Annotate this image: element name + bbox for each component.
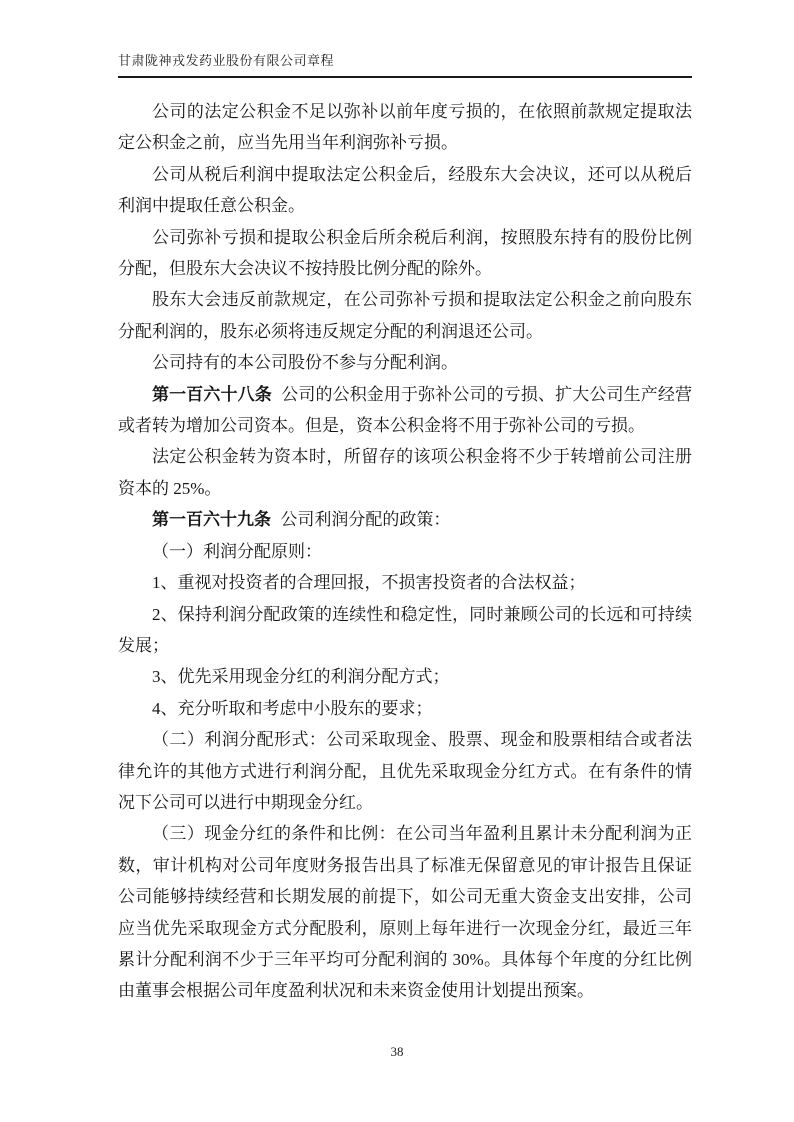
paragraph: 1、重视对投资者的合理回报，不损害投资者的合法权益； [152, 573, 586, 593]
paragraph: 3、优先采用现金分红的利润分配方式； [152, 667, 450, 687]
paragraph: （三）现金分红的条件和比例：在公司当年盈利且累计未分配利润为正数，审计机构对公司年度财务报告出具了标准无保留意见的审计报告且保证公司能够持续经营和长期发展的前提下，如公司无重大资金支出安排，公司应当优先采取现金方式分配股利，原则上每年进行一次现金分红，最近三年累计分配利润不少于三年平均可分配利润的 30%。具体每个年度的分红比例由董事会根据公司年度盈利状况和未来资金使用计划提出预案。 [118, 824, 692, 1001]
paragraph: 4、充分听取和考虑中小股东的要求； [152, 698, 433, 718]
article-number: 第一百六十九条 [152, 510, 271, 530]
paragraph: 公司弥补亏损和提取公积金后所余税后利润，按照股东持有的股份比例分配，但股东大会决议不按持股比例分配的除外。 [118, 227, 692, 279]
page-number: 38 [390, 1044, 404, 1059]
paragraph: 2、保持利润分配政策的连续性和稳定性，同时兼顾公司的长远和可持续发展； [118, 604, 692, 655]
paragraph: 法定公积金转为资本时，所留存的该项公积金将不少于转增前公司注册资本的 25%。 [118, 447, 692, 498]
paragraph: （二）利润分配形式：公司采取现金、股票、现金和股票相结合或者法律允许的其他方式进行利润分配，且优先采取现金分红方式。在有条件的情况下公司可以进行中期现金分红。 [118, 730, 692, 812]
paragraph: 第一百六十九条 公司利润分配的政策： [152, 510, 451, 530]
paragraph: 公司持有的本公司股份不参与分配利润。 [152, 353, 458, 373]
paragraph: 第一百六十八条 公司的公积金用于弥补公司的亏损、扩大公司生产经营或者转为增加公司资本。但是，资本公积金将不用于弥补公司的亏损。 [118, 384, 693, 436]
header-title: 甘肃陇神戎发药业股份有限公司章程 [118, 53, 335, 68]
paragraph: 股东大会违反前款规定，在公司弥补亏损和提取法定公积金之前向股东分配利润的，股东必须将违反规定分配的利润退还公司。 [118, 290, 692, 341]
paragraph: 公司的法定公积金不足以弥补以前年度亏损的，在依照前款规定提取法定公积金之前，应当先用当年利润弥补亏损。 [118, 102, 692, 153]
paragraph: （一）利润分配原则： [152, 541, 322, 561]
page-header [118, 50, 692, 78]
article-number: 第一百六十八条 [152, 384, 272, 404]
paragraph: 公司从税后利润中提取法定公积金后，经股东大会决议，还可以从税后利润中提取任意公积金。 [118, 164, 692, 216]
document-body [118, 96, 692, 1007]
